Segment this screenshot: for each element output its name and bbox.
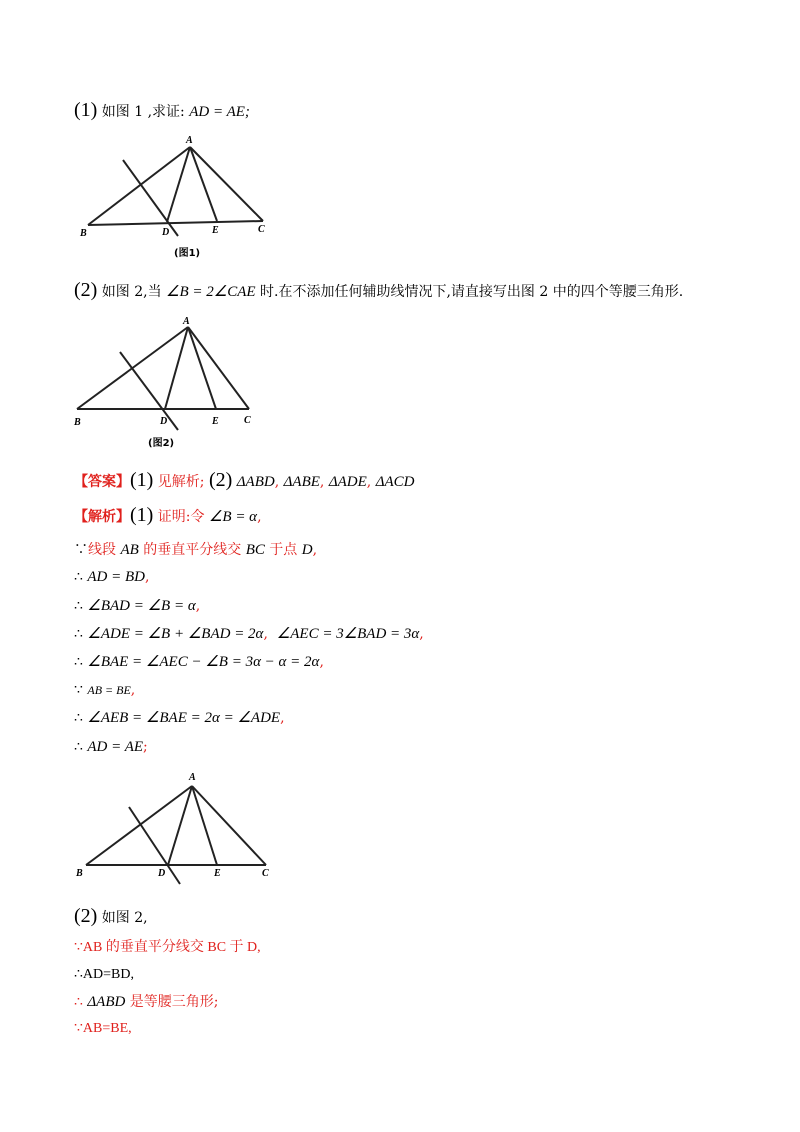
analysis-end: , — [257, 509, 262, 525]
label-e: E — [212, 416, 219, 427]
part-2-line: ∴AD=BD, — [74, 967, 134, 982]
proof-text: 是等腰三角形; — [125, 994, 219, 1010]
segment-ad — [165, 327, 188, 409]
label-d: D — [158, 868, 166, 879]
label-a: A — [189, 772, 196, 783]
proof-math: AB — [120, 542, 139, 558]
figure-caption: (图1) — [174, 248, 201, 259]
proof-symbol: ∴ — [74, 626, 83, 642]
part-text: 如图 2, — [101, 910, 148, 926]
segment-ae — [192, 786, 217, 865]
proof-symbol: ∴ — [74, 994, 88, 1010]
proof-symbol: ∴ — [74, 598, 83, 614]
part-2-line: ∵AB 的垂直平分线交 BC 于 D, — [74, 940, 261, 955]
segment-bc — [88, 221, 263, 225]
label-e: E — [214, 868, 221, 879]
proof-end: , — [195, 598, 201, 614]
segment-ae — [188, 327, 216, 409]
proof-math: ∠AEC = 3∠BAD = 3α — [276, 626, 420, 642]
label-a: A — [183, 316, 190, 327]
answer-number-2: (2) — [208, 469, 233, 491]
proof-end: ; — [143, 739, 148, 755]
analysis-text: 证明:令 — [157, 509, 209, 525]
proof-math: ∠BAD = ∠B = α — [87, 598, 196, 614]
part-2-line — [74, 992, 219, 1012]
question-number: (1) — [74, 99, 98, 121]
label-c: C — [258, 224, 265, 235]
proof-symbol: ∵ — [74, 542, 88, 558]
proof-symbol: ∴ — [74, 710, 83, 726]
triangle-acd: ΔACD — [375, 474, 415, 490]
label-d: D — [160, 416, 168, 427]
question-1 — [74, 100, 250, 122]
segment-ae — [190, 147, 217, 221]
proof-line — [74, 680, 135, 700]
proof-math: AB = BE — [87, 683, 131, 697]
proof-end: , — [312, 542, 318, 558]
label-a: A — [186, 135, 193, 146]
separator: , — [366, 474, 372, 490]
proof-math: ∠ADE = ∠B + ∠BAD = 2α — [87, 626, 264, 642]
label-c: C — [244, 415, 251, 426]
label-e: E — [212, 225, 219, 236]
proof-line — [74, 708, 285, 728]
proof-line — [74, 737, 148, 757]
question-math: AD = AE; — [189, 104, 250, 120]
proof-symbol: ∵ — [74, 682, 83, 698]
analysis-label: 【解析】 — [74, 509, 130, 525]
analysis-number: (1) — [130, 504, 154, 526]
question-math: ∠B = 2∠CAE — [166, 284, 256, 300]
proof-end: , — [319, 654, 324, 670]
figure-1 — [78, 132, 298, 262]
question-number: (2) — [74, 279, 98, 301]
segment-ad — [167, 147, 190, 222]
proof-symbol: ∴ — [74, 569, 83, 585]
separator: , — [274, 474, 280, 490]
proof-text: 的垂直平分线交 — [138, 542, 246, 558]
segment-ad — [168, 786, 192, 865]
answer-text-1: 见解析; — [157, 474, 205, 490]
label-b: B — [80, 228, 87, 239]
proof-math: ΔABD — [87, 994, 126, 1010]
proof-math: ∠BAE = ∠AEC − ∠B = 3α − α = 2α — [87, 654, 320, 670]
proof-line — [74, 567, 149, 587]
proof-line — [74, 624, 424, 644]
perpendicular-bisector — [129, 807, 180, 884]
segment-ab — [88, 147, 190, 225]
label-d: D — [162, 227, 170, 238]
label-b: B — [76, 868, 83, 879]
triangle-abe: ΔABE — [283, 474, 320, 490]
part-2-line: ∵AB=BE, — [74, 1021, 132, 1036]
proof-end: , — [280, 710, 285, 726]
proof-line — [74, 652, 324, 672]
segment-ac — [190, 147, 263, 221]
proof-math: BC — [245, 542, 265, 558]
proof-end: , — [419, 626, 424, 642]
proof-line — [74, 540, 317, 560]
question-text: 如图 2,当 — [101, 284, 167, 300]
triangle-abd: ΔABD — [236, 474, 275, 490]
proof-end: , — [130, 682, 136, 698]
question-2 — [74, 280, 683, 302]
proof-math: AD = BD — [87, 569, 145, 585]
figure-caption: (图2) — [148, 438, 175, 449]
analysis-line — [74, 505, 262, 527]
figure-3 — [72, 770, 292, 890]
figure-2 — [72, 312, 272, 452]
answer-label: 【答案】 — [74, 474, 130, 490]
proof-text: 线段 — [88, 542, 121, 558]
proof-line — [74, 596, 200, 616]
proof-symbol: ∴ — [74, 739, 83, 755]
segment-ac — [192, 786, 266, 865]
proof-end: , — [263, 626, 268, 642]
proof-math: ∠AEB = ∠BAE = 2α = ∠ADE — [87, 710, 281, 726]
segment-ac — [188, 327, 249, 409]
part-2-heading — [74, 906, 148, 928]
answer-number-1: (1) — [130, 469, 154, 491]
part-number: (2) — [74, 905, 98, 927]
triangle-ade: ΔADE — [328, 474, 367, 490]
question-text-end: 时.在不添加任何辅助线情况下,请直接写出图 2 中的四个等腰三角形. — [255, 284, 684, 300]
proof-text: 于点 — [264, 542, 302, 558]
proof-end: , — [145, 569, 150, 585]
proof-math: D — [301, 542, 313, 558]
separator: , — [319, 474, 325, 490]
answer-line — [74, 470, 415, 492]
label-c: C — [262, 868, 269, 879]
proof-symbol: ∴ — [74, 654, 83, 670]
question-text: 如图 1 ,求证: — [101, 104, 190, 120]
proof-math: AD = AE — [87, 739, 144, 755]
analysis-math: ∠B = α — [208, 509, 258, 525]
label-b: B — [74, 417, 81, 428]
segment-ab — [86, 786, 192, 865]
